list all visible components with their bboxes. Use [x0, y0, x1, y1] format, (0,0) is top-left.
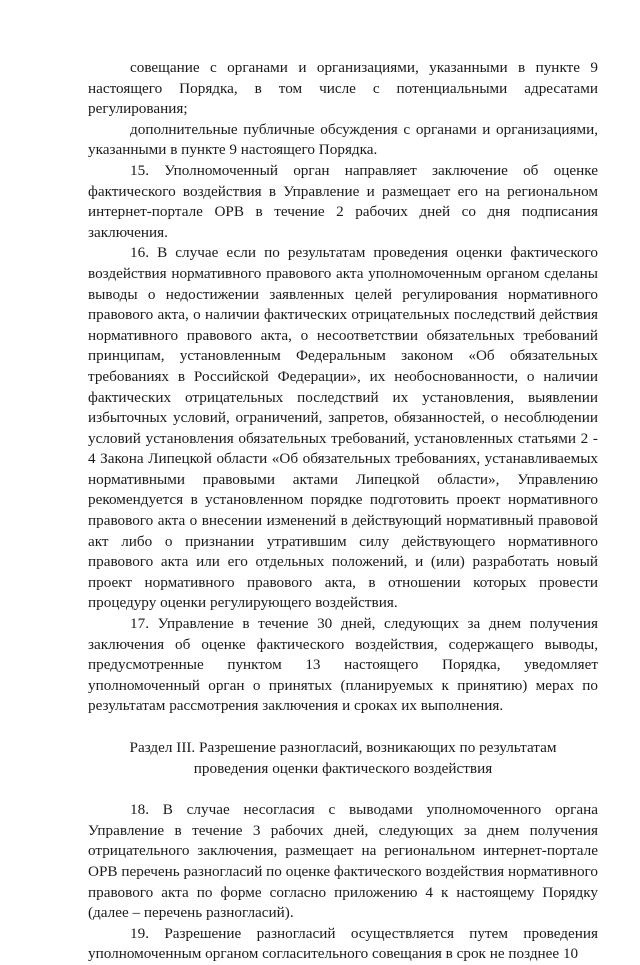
document-page: [88, 58, 598, 965]
paragraph-public-discussion: дополнительные публичные обсуждения с органами и организациями, указанными в пункте 9 настоящего Порядка.: [88, 120, 598, 159]
paragraph-19: 19. Разрешение разногласий осуществляется путем проведения уполномоченным органом согласительного совещания в срок не позднее 10: [88, 924, 598, 963]
paragraph-17: 17. Управление в течение 30 дней, следующих за днем получения заключения об оценке фактического воздействия, содержащего выводы, предусмотренные пунктом 13 настоящего Порядка, уведомляет уполномоченный орган о принятых (планируемых к принятию) мерах по результатам рассмотрения заключения и сроках их выполнения.: [88, 615, 598, 715]
section-heading: [88, 738, 598, 779]
paragraph-meeting: совещание с органами и организациями, указанными в пункте 9 настоящего Порядка, в том числе с потенциальными адресатами регулирования;: [88, 59, 598, 118]
paragraph-18: 18. В случае несогласия с выводами уполномоченного органа Управление в течение 3 рабочих дней, следующих за днем получения отрицательного заключения, размещает на региональном интернет-портале ОРВ перечень разногласий по оценке фактического воздействия нормативного правового акта по форме согласно приложению 4 к настоящему Порядку (далее – перечень разногласий).: [88, 801, 598, 922]
section-heading-line-2: проведения оценки фактического воздействия: [193, 759, 493, 777]
section-heading-line-1: Раздел III. Разрешение разногласий, возникающих по результатам: [129, 739, 557, 756]
paragraph-16: 16. В случае если по результатам проведения оценки фактического воздействия нормативного правового акта уполномоченным органом сделаны выводы о недостижении заявленных целей регулирования нормативного правового акта, о наличии фактических отрицательных последствий действия нормативного правового акта, о несоответствии обязательных требований принципам, установленным Федеральным законом «Об обязательных требованиях в Российской Федерации», их необоснованности, о наличии фактических отрицательных последствий их установления, выявлении избыточных условий, ограничений, запретов, обязанностей, о несоблюдении условий установления обязательных требований, установленных статьями 2 - 4 Закона Липецкой области «Об обязательных требованиях, устанавливаемых нормативными правовыми актами Липецкой области», Управлению рекомендуется в установленном порядке подготовить проект нормативного правового акта о внесении изменений в действующий нормативный правовой акт либо о признании утратившим силу действующего нормативного правового акта или его отдельных положений, и (или) разработать новый проект нормативного правового акта, в отношении которых провести процедуру оценки регулирующего воздействия.: [88, 244, 598, 612]
paragraph-15: 15. Уполномоченный орган направляет заключение об оценке фактического воздействия в Управление и размещает его на региональном интернет-портале ОРВ в течение 2 рабочих дней со дня подписания заключения.: [88, 161, 598, 241]
